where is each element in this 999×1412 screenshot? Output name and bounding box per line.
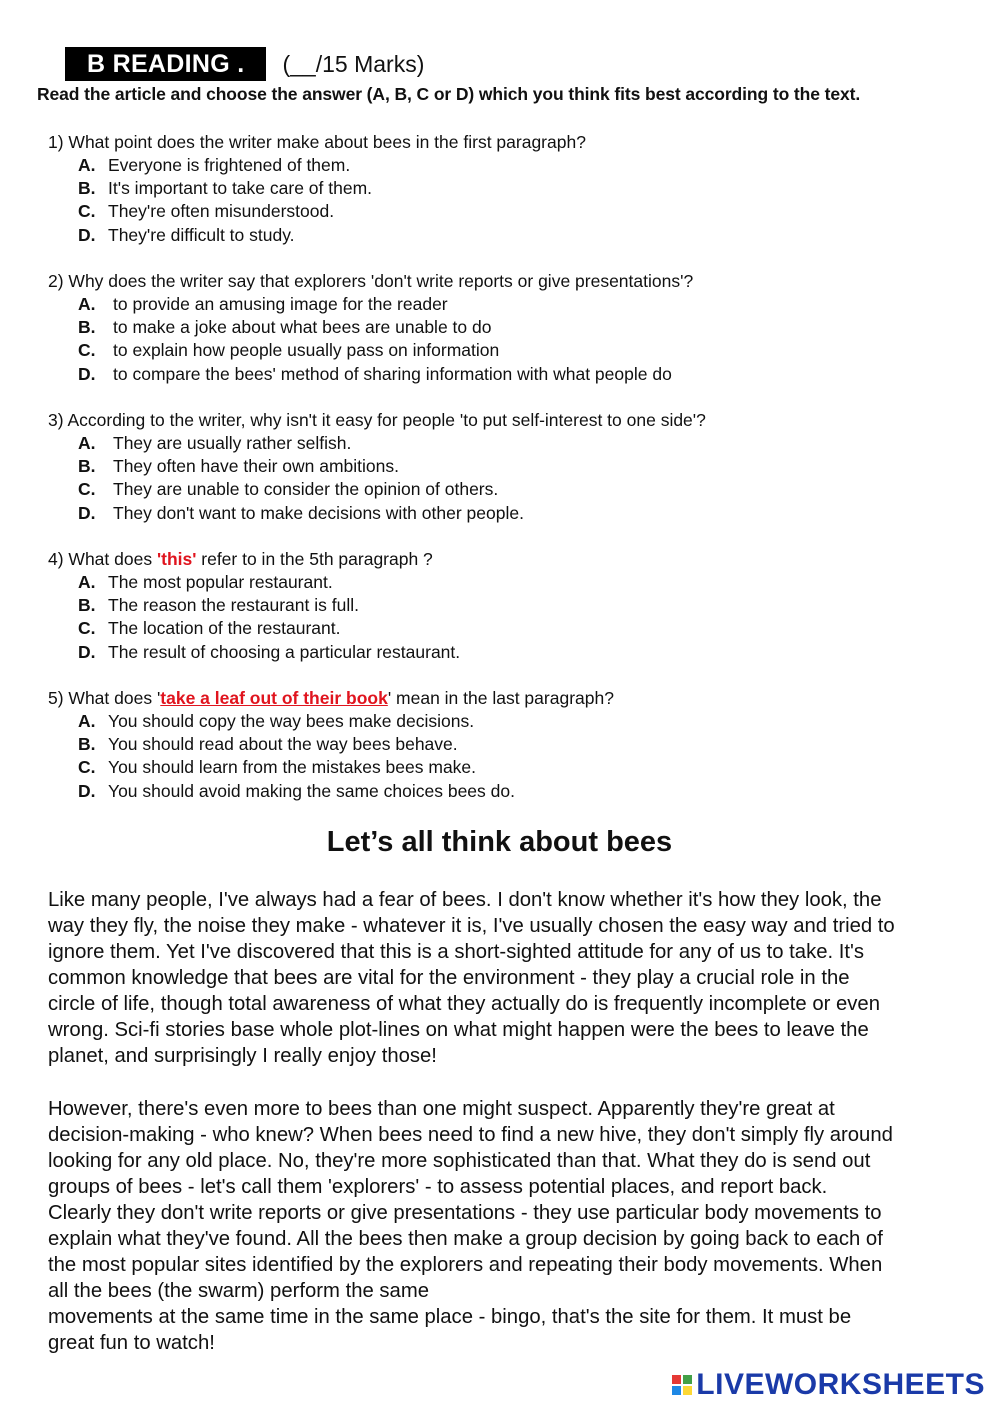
logo-square [683,1375,692,1384]
marks-label: (__/15 Marks) [282,50,425,77]
text-line: the most popular sites identified by the explorers and repeating their body movements. When [48,1254,883,1276]
option-a[interactable]: A. to provide an amusing image for the reader [78,294,448,314]
question-stem: 5) What does 'take a leaf out of their book' mean in the last paragraph? [48,688,614,708]
question-3 [48,409,706,525]
question-stem: 1) What point does the writer make about bees in the first paragraph? [48,132,586,152]
option-c[interactable]: C. to explain how people usually pass on information [78,340,500,361]
option-d[interactable]: D. to compare the bees' method of sharing information with what people do [78,363,672,384]
text-line: explain what they've found. All the bees then make a group decision by going back to each of [48,1228,883,1250]
text-line: looking for any old place. No, they're more sophisticated than that. What they do is send out [48,1150,871,1172]
option-d[interactable]: D. They're difficult to study. [78,224,295,245]
text-line: common knowledge that bees are vital for the environment - they play a crucial role in the [48,967,850,989]
text-line: all the bees (the swarm) perform the same [48,1280,429,1302]
text-line: planet, and surprisingly I really enjoy those! [48,1045,437,1067]
option-a[interactable]: A. The most popular restaurant. [78,572,333,592]
text-line: groups of bees - let's call them 'explorers' - to assess potential places, and report back. [48,1176,828,1198]
option-d[interactable]: D. The result of choosing a particular restaurant. [78,641,461,662]
logo-square [683,1386,692,1395]
question-stem: 4) What does 'this' refer to in the 5th paragraph ? [48,549,433,569]
option-c[interactable]: C. You should learn from the mistakes bees make. [78,757,477,778]
question-5 [48,687,614,803]
option-b[interactable]: B. They often have their own ambitions. [78,456,399,477]
option-d[interactable]: D. You should avoid making the same choices bees do. [78,780,515,801]
article-title: Let’s all think about bees [326,826,673,858]
option-a[interactable]: A. You should copy the way bees make decisions. [78,711,475,731]
option-b[interactable]: B. It's important to take care of them. [78,178,373,199]
option-a[interactable]: A. Everyone is frightened of them. [78,155,351,175]
instruction: Read the article and choose the answer (A, B, C or D) which you think fits best according to the text. [37,84,861,104]
logo-text: LIVEWORKSHEETS [696,1368,985,1401]
logo-square [672,1375,681,1384]
liveworksheets-logo[interactable] [672,1368,985,1402]
question-stem: 3) According to the writer, why isn't it easy for people 'to put self-interest to one side'? [48,410,706,430]
text-line: great fun to watch! [48,1332,215,1354]
text-line: decision-making - who knew? When bees need to find a new hive, they don't simply fly around [48,1124,893,1146]
text-line: way they fly, the noise they make - whatever it is, I've usually chosen the easy way and tried to [48,915,895,937]
question-1 [48,131,586,247]
text-line: Like many people, I've always had a fear of bees. I don't know whether it's how they look, the [48,889,882,911]
highlighted-term: 'this' [156,549,197,569]
question-stem: 2) Why does the writer say that explorers 'don't write reports or give presentations'? [48,271,694,291]
option-b[interactable]: B. You should read about the way bees behave. [78,734,458,755]
text-line: Clearly they don't write reports or give presentations - they use particular body movements to [48,1202,882,1224]
option-a[interactable]: A. They are usually rather selfish. [78,433,352,453]
option-c[interactable]: C. They're often misunderstood. [78,201,335,222]
highlighted-phrase: take a leaf out of their book [160,688,388,708]
section-label: B READING . [65,47,266,81]
text-line: wrong. Sci-fi stories base whole plot-lines on what might happen were the bees to leave the [48,1019,869,1041]
option-c[interactable]: C. They are unable to consider the opinion of others. [78,479,499,500]
option-c[interactable]: C. The location of the restaurant. [78,618,341,639]
option-b[interactable]: B. to make a joke about what bees are unable to do [78,317,492,338]
option-d[interactable]: D. They don't want to make decisions with other people. [78,502,524,523]
text-line: However, there's even more to bees than one might suspect. Apparently they're great at [48,1098,835,1120]
question-2 [48,270,693,386]
text-line: ignore them. Yet I've discovered that this is a short-sighted attitude for any of us to take. It's [48,941,865,963]
logo-mark-icon [672,1375,692,1395]
article-paragraph-2 [48,1096,953,1356]
text-line: circle of life, though total awareness of what they actually do is frequently incomplete or even [48,993,880,1015]
option-b[interactable]: B. The reason the restaurant is full. [78,595,359,616]
text-line: movements at the same time in the same place - bingo, that's the site for them. It must be [48,1306,852,1328]
section-header [65,46,424,82]
question-4 [48,548,460,664]
logo-square [672,1386,681,1395]
article-paragraph-1 [48,887,953,1069]
